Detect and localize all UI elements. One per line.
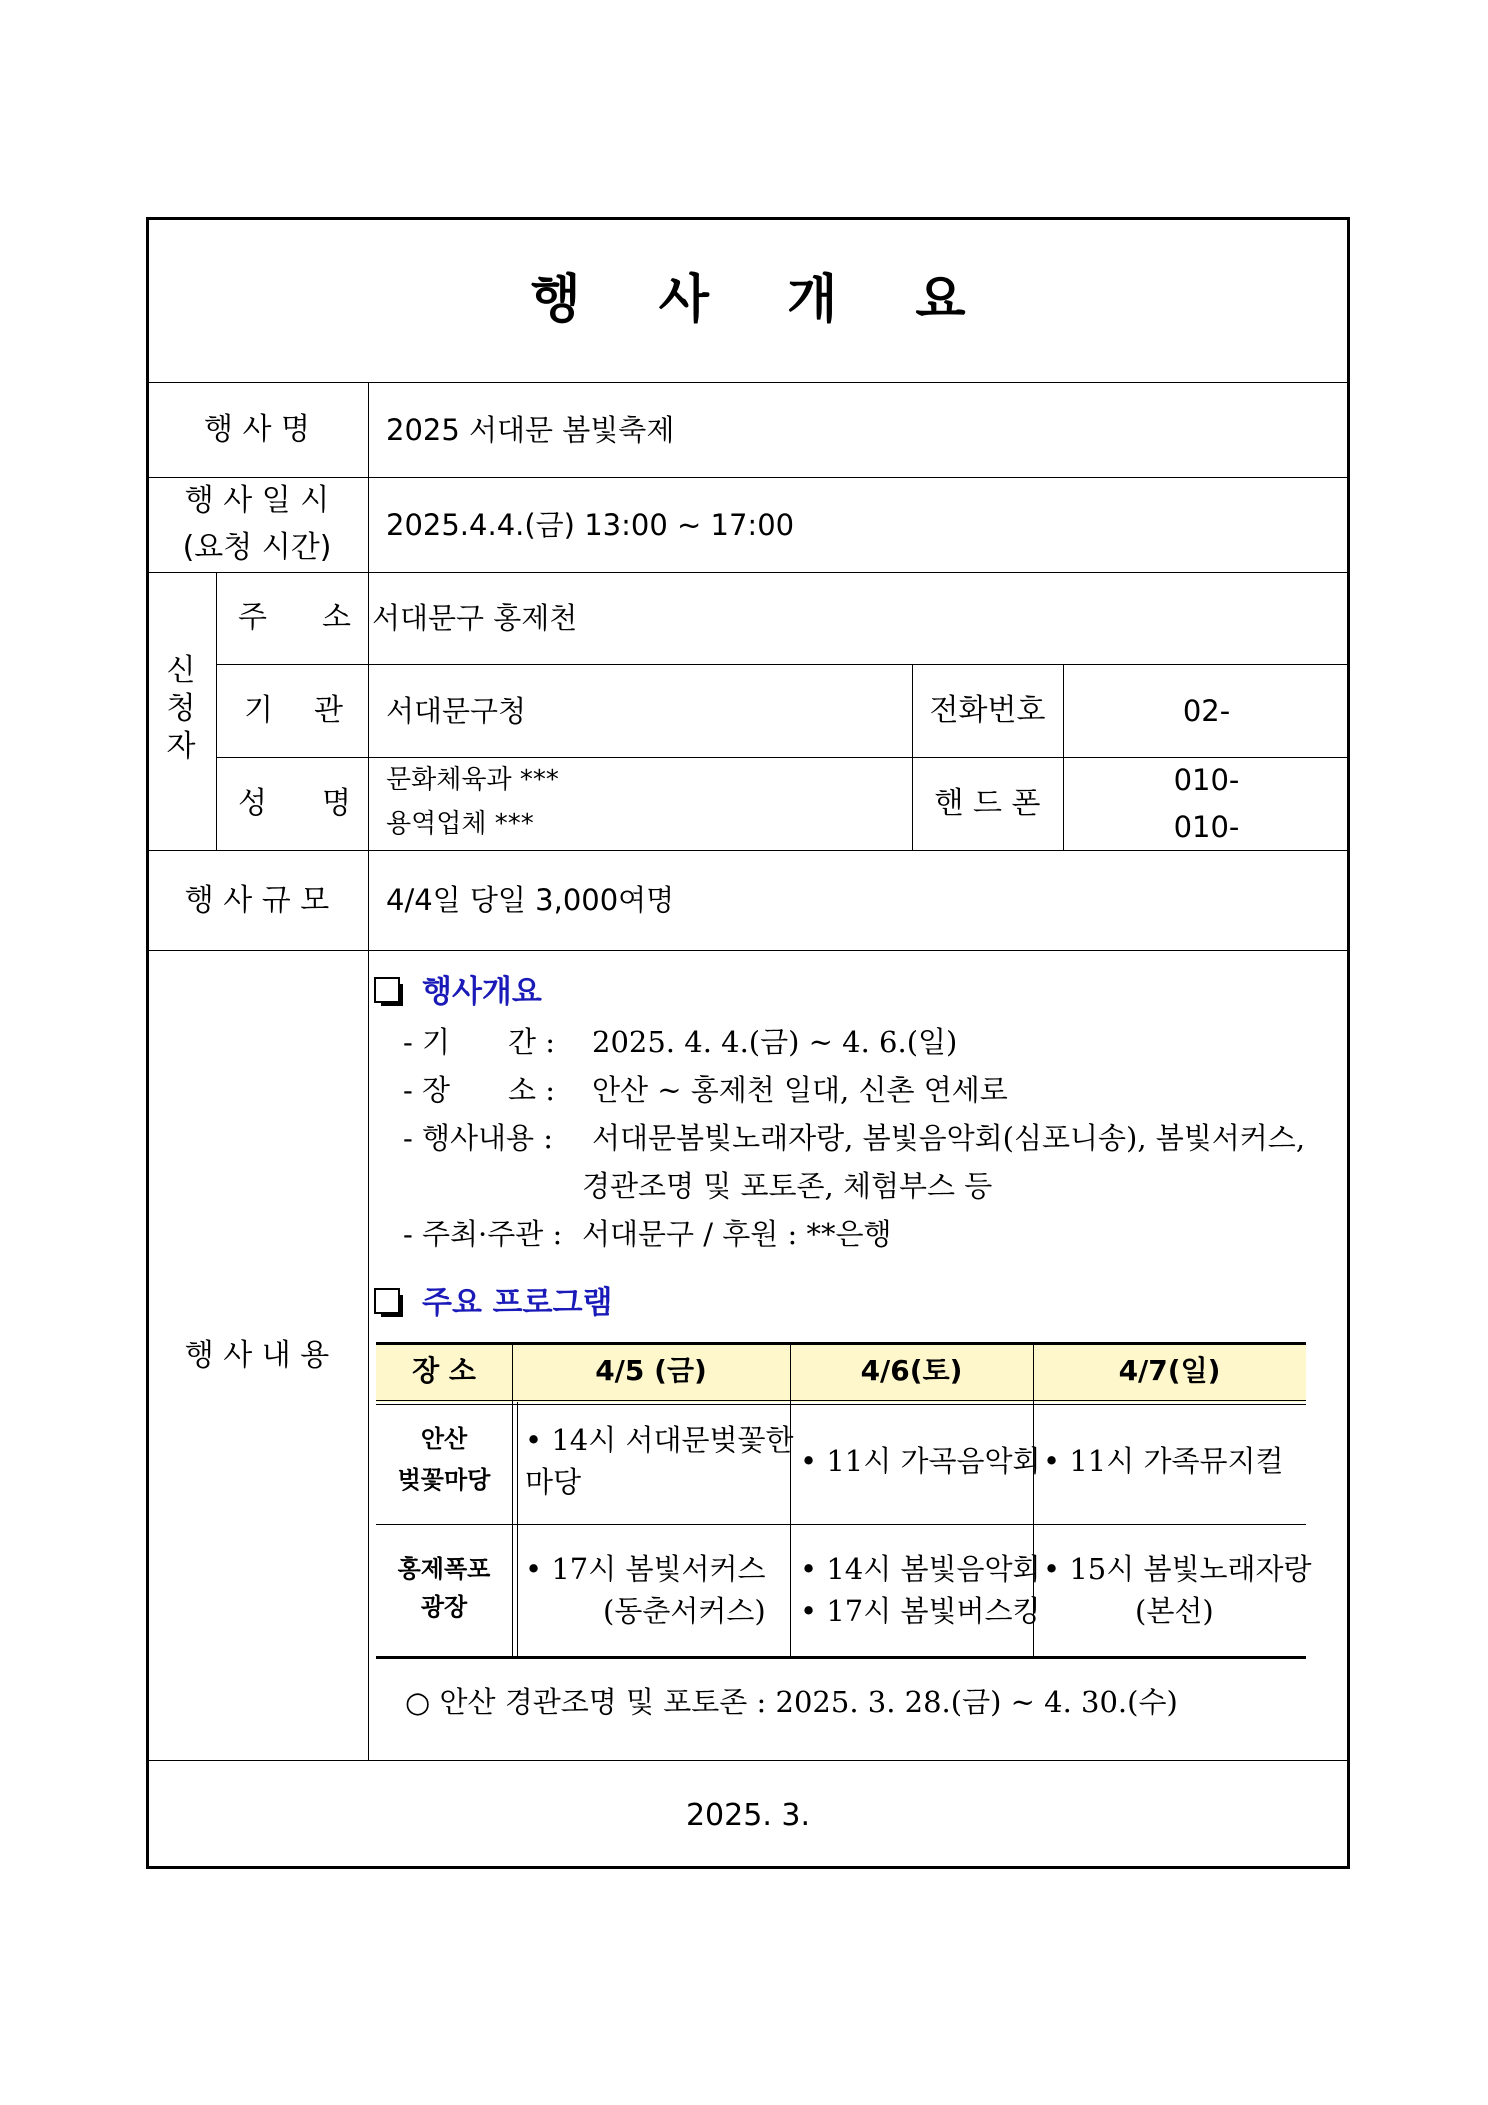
event-name-value: 2025 서대문 봄빛축제	[386, 413, 675, 447]
overview-period-key: - 기 간 :	[403, 1025, 556, 1059]
overview-heading: 행사개요	[422, 974, 542, 1010]
document-date: 2025. 3.	[685, 1798, 811, 1833]
program-header-sun: 4/7(일)	[1118, 1354, 1221, 1387]
event-name-label: 행 사 명	[203, 412, 310, 447]
program-fri-1b: 마당	[525, 1465, 582, 1499]
event-date-sublabel: (요청 시간)	[182, 530, 332, 565]
event-date-label: 행 사 일 시	[184, 483, 330, 518]
checkbox-square-icon	[374, 977, 400, 1003]
overview-host-value: 서대문구 / 후원 : **은행	[582, 1217, 892, 1251]
mobile-label: 핸 드 폰	[934, 786, 1041, 821]
program-place-1b: 벚꽃마당	[397, 1466, 491, 1494]
program-sun-2a: • 15시 봄빛노래자랑	[1043, 1552, 1312, 1586]
overview-host-key: - 주최·주관 :	[403, 1217, 563, 1251]
program-sun-2b: (본선)	[1135, 1594, 1214, 1628]
program-fri-2b: (동춘서커스)	[603, 1594, 766, 1628]
program-col-rule-1	[512, 1342, 513, 1658]
overview-place-value: 안산 ~ 홍제천 일대, 신촌 연세로	[592, 1073, 1008, 1107]
rule-phone-left	[912, 664, 913, 850]
rule-name-bottom	[146, 477, 1350, 478]
rule-applicant-column	[216, 572, 217, 850]
program-place-2a: 홍제폭포	[397, 1555, 491, 1583]
rule-title-bottom	[146, 382, 1350, 383]
program-col-rule-2	[790, 1342, 791, 1658]
applicant-label-1: 신	[166, 653, 196, 688]
program-header-place: 장 소	[412, 1354, 476, 1387]
program-header-sat: 4/6(토)	[860, 1354, 963, 1387]
applicant-label-3: 자	[166, 729, 196, 764]
name-label-b: 명	[322, 786, 351, 821]
program-note: ○ 안산 경관조명 및 포토존 : 2025. 3. 28.(금) ~ 4. 30.(수)	[405, 1685, 1178, 1719]
program-rule-header	[376, 1400, 1306, 1401]
phone-value: 02-	[1182, 694, 1231, 728]
event-scale-value: 4/4일 당일 3,000여명	[386, 883, 675, 917]
program-header-fri: 4/5 (금)	[595, 1354, 707, 1387]
name-value-2: 용역업체 ***	[386, 809, 534, 839]
program-rule-bottom	[376, 1656, 1306, 1659]
program-fri-2a: • 17시 봄빛서커스	[525, 1552, 766, 1586]
rule-agency-bottom	[216, 757, 1350, 758]
checkbox-square-icon	[374, 1288, 400, 1314]
program-sat-2a: • 14시 봄빛음악회	[800, 1552, 1041, 1586]
name-value-1: 문화체육과 ***	[386, 765, 559, 795]
address-label-b: 소	[322, 600, 351, 635]
name-label-a: 성	[238, 786, 267, 821]
applicant-label-2: 청	[166, 691, 196, 726]
address-label-a: 주	[238, 600, 267, 635]
overview-period-value: 2025. 4. 4.(금) ~ 4. 6.(일)	[592, 1025, 958, 1059]
program-sun-1: • 11시 가족뮤지컬	[1043, 1444, 1284, 1478]
rule-scale-bottom	[146, 950, 1350, 951]
program-place-2b: 광장	[420, 1593, 468, 1621]
overview-content-cont: 경관조명 및 포토존, 체험부스 등	[582, 1169, 993, 1203]
event-date-value: 2025.4.4.(금) 13:00 ~ 17:00	[386, 508, 795, 542]
program-col-rule-1b	[517, 1402, 518, 1658]
overview-place-key: - 장 소 :	[403, 1073, 556, 1107]
mobile-value-1: 010-	[1173, 763, 1240, 797]
address-value: 서대문구 홍제천	[372, 601, 578, 635]
program-heading: 주요 프로그램	[422, 1285, 613, 1321]
event-content-label: 행 사 내 용	[184, 1338, 330, 1373]
program-rule-top	[376, 1342, 1306, 1345]
program-fri-1a: • 14시 서대문벚꽃한	[525, 1423, 794, 1457]
overview-content-key: - 행사내용 :	[403, 1121, 554, 1155]
agency-label-b: 관	[314, 693, 343, 728]
program-place-1a: 안산	[420, 1425, 468, 1453]
rule-date-bottom	[146, 572, 1350, 573]
agency-value: 서대문구청	[386, 694, 527, 728]
page-title: 행 사 개 요	[530, 270, 996, 330]
overview-content-value: 서대문봄빛노래자랑, 봄빛음악회(심포니송), 봄빛서커스,	[592, 1121, 1306, 1155]
event-scale-label: 행 사 규 모	[184, 883, 330, 918]
rule-label-column	[368, 382, 369, 1760]
rule-address-bottom	[216, 664, 1350, 665]
agency-label-a: 기	[244, 693, 273, 728]
program-sat-1: • 11시 가곡음악회	[800, 1444, 1041, 1478]
program-rule-row	[376, 1524, 1306, 1525]
program-sat-2b: • 17시 봄빛버스킹	[800, 1594, 1041, 1628]
phone-label: 전화번호	[929, 693, 1046, 728]
mobile-value-2: 010-	[1173, 810, 1240, 844]
rule-applicant-bottom	[146, 850, 1350, 851]
rule-content-bottom	[146, 1760, 1350, 1761]
program-rule-header-2	[376, 1404, 1306, 1405]
